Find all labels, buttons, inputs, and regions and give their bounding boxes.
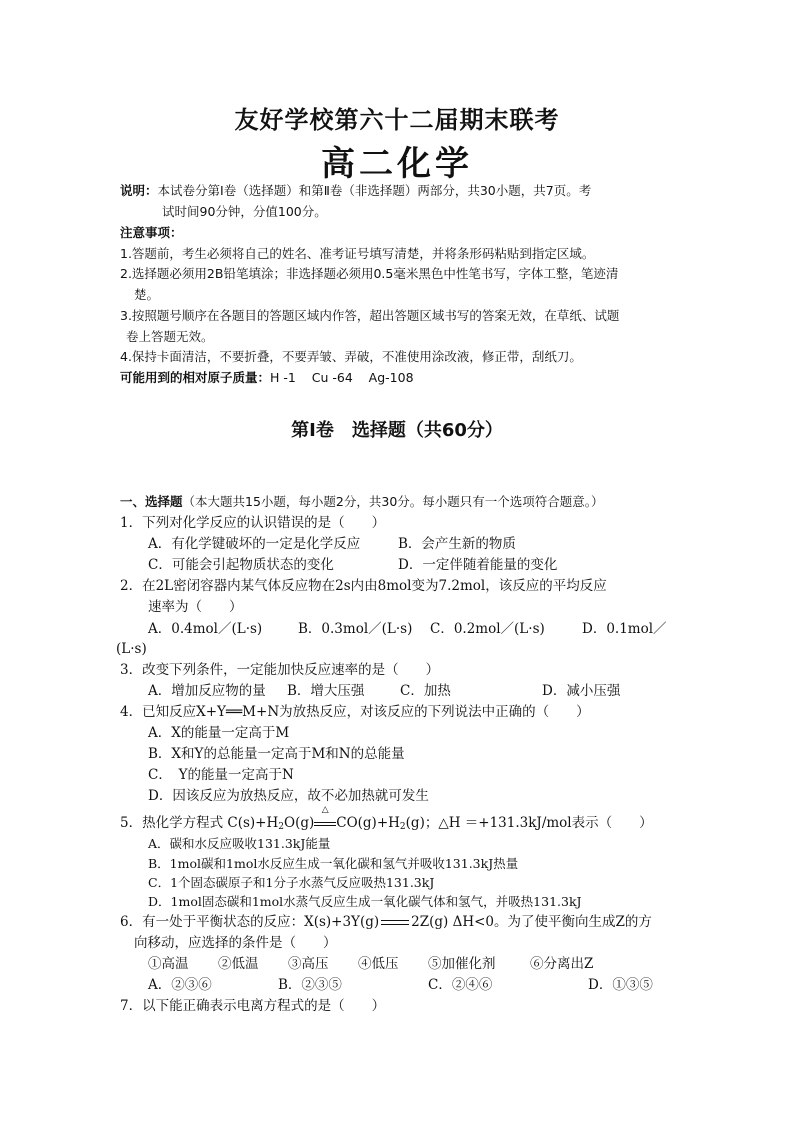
question-5-suffix: (g)；△H ＝+131.3kJ/mol表示（ ） [405, 815, 653, 831]
part1-label: 一、选择题 [120, 494, 183, 509]
section-title: 第Ⅰ卷 选择题（共60分） [291, 420, 503, 441]
attention-item-2-cont: 楚。 [134, 287, 160, 302]
question-3-option-c: C．加热 [400, 683, 451, 699]
delta-icon: △ [321, 805, 329, 815]
question-4-option-b: B．X和Y的总能量一定高于M和N的总能量 [148, 746, 405, 762]
question-1-stem: 1．下列对化学反应的认识错误的是（ ） [120, 515, 386, 531]
question-6-condition-6: ⑥分离出Z [530, 956, 594, 972]
question-3-option-b: B．增大压强 [287, 683, 365, 699]
part1-description: （本大题共15小题，每小题2分，共30分。每小题只有一个选项符合题意。） [182, 494, 604, 509]
question-6-stem [120, 913, 652, 931]
question-6-option-c: C．②④⑥ [428, 977, 493, 993]
question-4-stem: 4．已知反应X+Y══M+N为放热反应，对该反应的下列说法中正确的（ ） [120, 704, 590, 720]
question-6-prefix: 6．有一处于平衡状态的反应：X(s)+3Y(g) [120, 914, 380, 930]
question-3-option-d: D．减小压强 [542, 683, 621, 699]
heat-condition-symbol [314, 805, 336, 832]
question-5-mid-1: O(g) [284, 815, 315, 831]
question-5-mid-2: CO(g)+H [336, 815, 400, 831]
question-6-option-d: D．①③⑤ [588, 977, 653, 993]
question-2-option-d: D．0.1mol／ [582, 621, 667, 637]
question-2-option-a: A．0.4mol／(L·s) [148, 621, 263, 637]
question-6-option-b: B．②③⑤ [278, 977, 342, 993]
question-4-option-d: D．因该反应为放热反应，故不必加热就可发生 [148, 788, 429, 804]
question-5-subscript-1: 2 [278, 822, 284, 832]
question-5-option-b: B．1mol碳和1mol水反应生成一氧化碳和氢气并吸收131.3kJ热量 [148, 856, 519, 871]
atomic-mass-line [120, 369, 414, 387]
question-3-option-a: A．增加反应物的量 [148, 683, 266, 699]
question-1-option-a: A．有化学键破坏的一定是化学反应 [148, 536, 361, 552]
question-1-option-c: C．可能会引起物质状态的变化 [148, 557, 334, 573]
attention-item-1: 1.答题前，考生必须将自己的姓名、准考证号填写清楚，并将条形码粘贴到指定区域。 [120, 246, 595, 261]
question-6-suffix: 2Z(g) ΔH<0。为了使平衡向生成Z的方 [411, 914, 652, 930]
question-4-option-c: C． Y的能量一定高于N [148, 767, 294, 783]
subject-title: 高二化学 [321, 144, 473, 184]
atomic-mass-label: 可能用到的相对原子质量： [120, 370, 271, 385]
question-6-condition-1: ①高温 [148, 956, 189, 972]
description-text-1: 本试卷分第Ⅰ卷（选择题）和第Ⅱ卷（非选择题）两部分，共30小题，共7页。考 [157, 183, 592, 198]
question-5-prefix: 5．热化学方程式 C(s)+H [120, 815, 279, 831]
part1-header [120, 493, 604, 511]
question-6-condition-4: ④低压 [358, 956, 399, 972]
question-6-stem-cont: 向移动，应选择的条件是（ ） [134, 935, 337, 951]
question-2-option-b: B．0.3mol／(L·s) [298, 621, 413, 637]
question-6-option-a: A．②③⑥ [148, 977, 212, 993]
question-2-option-c: C．0.2mol／(L·s) [430, 621, 545, 637]
question-5-option-a: A．碳和水反应吸收131.3kJ能量 [148, 836, 331, 851]
question-1-option-d: D．一定伴随着能量的变化 [398, 557, 558, 573]
question-2-option-d-cont: (L·s) [116, 641, 147, 657]
question-3-stem: 3．改变下列条件，一定能加快反应速率的是（ ） [120, 662, 440, 678]
attention-item-3-cont: 卷上答题无效。 [126, 329, 214, 344]
question-2-stem-cont: 速率为（ ） [148, 599, 243, 615]
atomic-mass-values: H -1 Cu -64 Ag-108 [270, 370, 414, 385]
description-line-1 [120, 182, 591, 200]
question-5-option-d: D．1mol固态碳和1mol水蒸气反应生成一氧化碳气体和氢气，并吸热131.3kJ [148, 894, 582, 909]
attention-item-4: 4.保持卡面清洁，不要折叠，不要弄皱、弄破，不准使用涂改液，修正带，刮纸刀。 [120, 349, 582, 364]
question-5-subscript-2: 2 [399, 822, 406, 832]
attention-label: 注意事项： [120, 225, 183, 240]
exam-title: 友好学校第六十二届期末联考 [234, 105, 560, 134]
question-7-stem: 7．以下能正确表示电离方程式的是（ ） [120, 998, 386, 1014]
question-5-option-c: C．1个固态碳原子和1分子水蒸气反应吸热131.3kJ [148, 875, 435, 890]
question-2-stem: 2．在2L密闭容器内某气体反应物在2s内由8mol变为7.2mol，该反应的平均反应 [120, 578, 607, 594]
question-6-condition-2: ②低温 [218, 956, 259, 972]
question-5-stem [120, 805, 653, 832]
question-6-condition-5: ⑤加催化剂 [428, 956, 496, 972]
question-6-condition-3: ③高压 [288, 956, 329, 972]
reversible-arrow-icon [381, 919, 409, 927]
attention-item-3: 3.按照题号顺序在各题目的答题区域内作答，超出答题区域书写的答案无效，在草纸、试题 [120, 308, 620, 323]
question-1-option-b: B．会产生新的物质 [398, 536, 516, 552]
attention-item-2: 2.选择题必须用2B铅笔填涂；非选择题必须用0.5毫米黑色中性笔书写，字体工整，笔迹清 [120, 266, 619, 281]
equals-sign-icon [314, 822, 336, 826]
description-label: 说明： [120, 183, 158, 198]
description-line-2: 试时间90分钟，分值100分。 [162, 204, 327, 219]
question-4-option-a: A．X的能量一定高于M [148, 725, 290, 741]
